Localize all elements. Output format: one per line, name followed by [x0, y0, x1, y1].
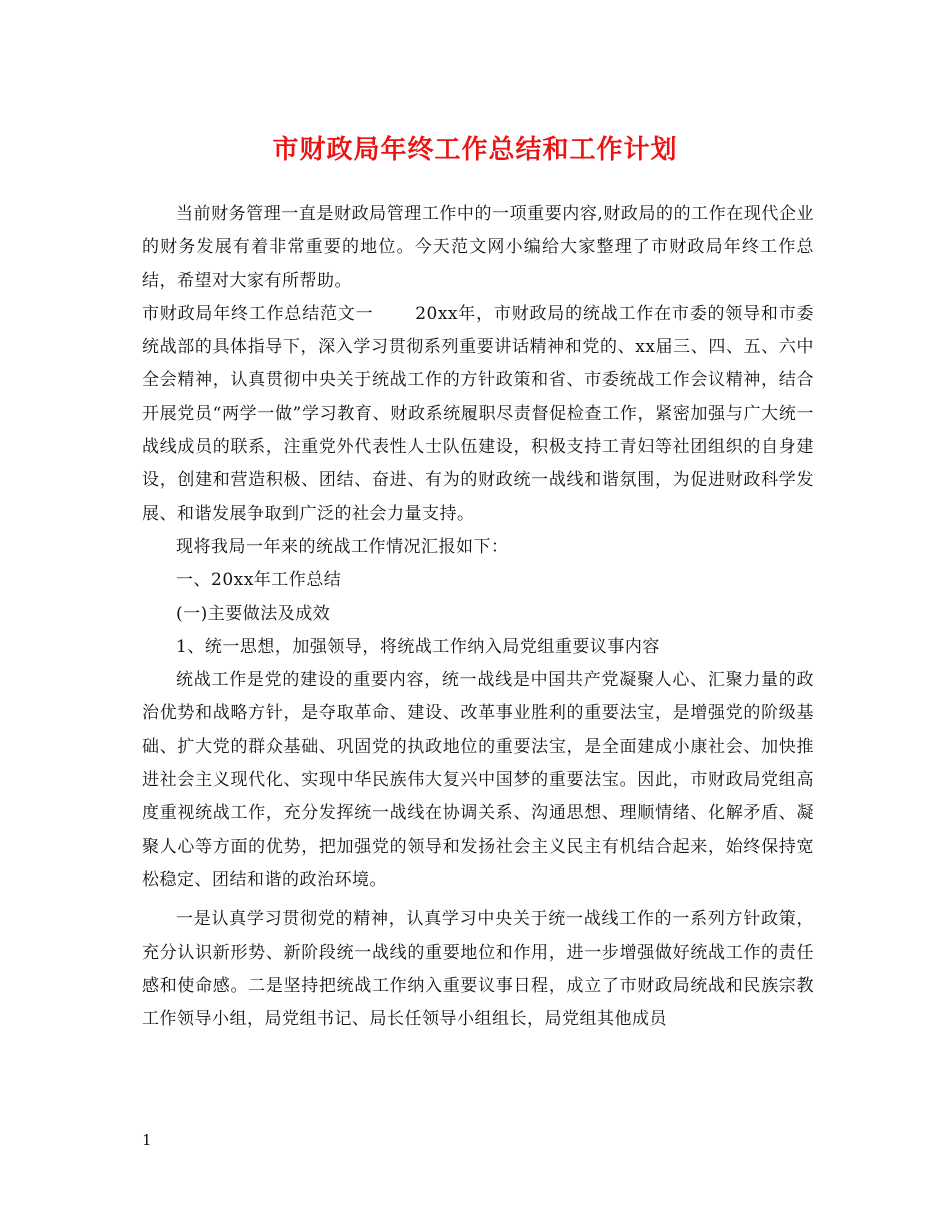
document-title: 市财政局年终工作总结和工作计划: [272, 135, 678, 165]
page-number: 1: [142, 1131, 152, 1149]
sample-one-paragraph: 市财政局年终工作总结范文一 20xx年，市财政局的统战工作在市委的领导和市委统战部的具体指导下，深入学习贯彻系列重要讲话精神和党的、xx届三、四、五、六中全会精神，认真贯彻中央关于统战工作的方针政策和省、市委统战工作会议精神，结合开展党员“两学一做”学习教育、财政系统履职尽责督促检查工作，紧密加强与广大统一战线成员的联系，注重党外代表性人士队伍建设，积极支持工青妇等社团组织的自身建设，创建和营造积极、团结、奋进、有为的财政统一战线和谐氛围，为促进财政科学发展、和谐发展争取到广泛的社会力量支持。: [142, 303, 814, 524]
item-heading: 1、统一思想，加强领导，将统战工作纳入局党组重要议事内容: [176, 636, 660, 657]
body-paragraph: 一是认真学习贯彻党的精神，认真学习中央关于统一战线工作的一系列方针政策，充分认识新形势、新阶段统一战线的重要地位和作用，进一步增强做好统战工作的责任感和使命感。二是坚持把统战工作纳入重要议事日程，成立了市财政局统战和民族宗教工作领导小组，局党组书记、局长任领导小组组长，局党组其他成员: [142, 909, 814, 1030]
intro-paragraph: 当前财务管理一直是财政局管理工作中的一项重要内容,财政局的的工作在现代企业的财务发展有着非常重要的地位。今天范文网小编给大家整理了市财政局年终工作总结，希望对大家有所帮助。: [142, 204, 814, 291]
body-paragraph: 统战工作是党的建设的重要内容，统一战线是中国共产党凝聚人心、汇聚力量的政治优势和战略方针，是夺取革命、建设、改革事业胜利的重要法宝，是增强党的阶级基础、扩大党的群众基础、巩固党的执政地位的重要法宝，是全面建成小康社会、加快推进社会主义现代化、实现中华民族伟大复兴中国梦的重要法宝。因此，市财政局党组高度重视统战工作，充分发挥统一战线在协调关系、沟通思想、理顺情绪、化解矛盾、凝聚人心等方面的优势，把加强党的领导和发扬社会主义民主有机结合起来，始终保持宽松稳定、团结和谐的政治环境。: [142, 670, 814, 890]
section-heading: 一、20xx年工作总结: [176, 570, 342, 591]
document-body: [142, 198, 814, 1036]
subsection-heading: (一)主要做法及成效: [176, 603, 331, 624]
report-lead-paragraph: 现将我局一年来的统战工作情况汇报如下：: [176, 536, 509, 557]
